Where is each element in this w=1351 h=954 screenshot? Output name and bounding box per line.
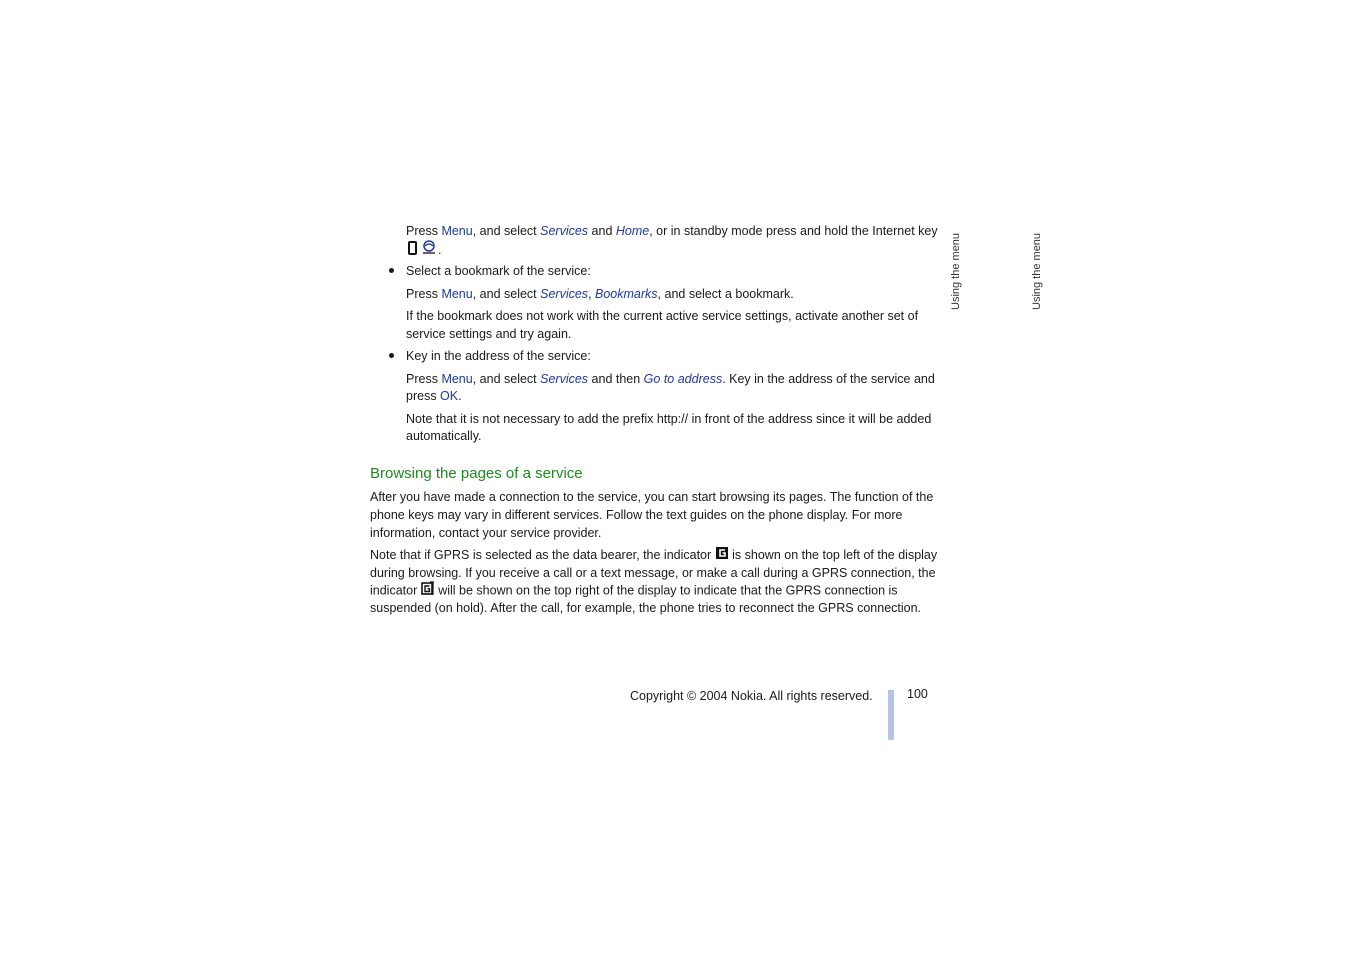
address-note-line-1: Note that it is not necessary to add the prefix http:// in front of the address since it will be added: [406, 412, 932, 426]
bookmark-note-line-2: service settings and try again.: [406, 327, 572, 341]
page-number: 100: [907, 687, 928, 701]
menu-keyword: Menu: [441, 372, 473, 386]
bullet-dot: [389, 353, 394, 358]
services-keyword: Services: [540, 372, 589, 386]
address-note-line-2: automatically.: [406, 429, 482, 443]
gprs-icon: [715, 546, 729, 565]
para2-line-4: suspended (on hold). After the call, for example, the phone tries to reconnect the GPRS connection.: [370, 601, 922, 615]
copyright-notice: Copyright © 2004 Nokia. All rights reserved.: [630, 689, 873, 703]
internet-key-icon: [406, 240, 438, 261]
text: Press: [406, 224, 442, 238]
text: is shown on the top left of the display: [732, 548, 938, 562]
go-to-address-keyword: Go to address: [643, 372, 723, 386]
para1-line-3: information, contact your service provider.: [370, 526, 602, 540]
text: and: [588, 224, 616, 238]
address-instruction-line-1: [406, 370, 935, 388]
bookmarks-keyword: Bookmarks: [595, 287, 658, 301]
home-keyword: Home: [615, 224, 650, 238]
text: press: [406, 389, 441, 403]
services-keyword: Services: [540, 287, 589, 301]
ok-keyword: OK: [440, 389, 459, 403]
text: . Key in the address of the service and: [722, 372, 935, 386]
menu-keyword: Menu: [441, 224, 473, 238]
side-label-chapter: Using the menu: [950, 232, 962, 310]
address-instruction-line-2: [406, 387, 462, 405]
intro-line-1: [406, 222, 938, 240]
bookmark-note-line-1: If the bookmark does not work with the current active service settings, activate another set of: [406, 309, 919, 323]
text: , or in standby mode press and hold the Internet key: [649, 224, 938, 238]
text: will be shown on the top right of the display to indicate that the GPRS connection is: [438, 583, 898, 598]
text: , and select: [472, 372, 541, 386]
bookmark-instruction: [406, 285, 794, 303]
intro-line-2: [406, 240, 441, 261]
text: indicator: [370, 583, 418, 598]
page-marker-bar: [888, 690, 894, 740]
text: , and select: [472, 224, 541, 238]
menu-keyword: Menu: [441, 287, 473, 301]
para2-line-3: [370, 581, 898, 601]
text: and then: [588, 372, 644, 386]
services-keyword: Services: [540, 224, 589, 238]
bookmark-bullet: Select a bookmark of the service:: [406, 264, 591, 278]
text: Press: [406, 287, 442, 301]
text: .: [438, 242, 442, 257]
text: Note that if GPRS is selected as the data bearer, the indicator: [370, 548, 712, 562]
para1-line-1: After you have made a connection to the service, you can start browsing its pages. The function of the: [370, 490, 934, 504]
section-heading: Browsing the pages of a service: [370, 465, 583, 482]
text: , and select: [472, 287, 541, 301]
text: , and select a bookmark.: [657, 287, 794, 301]
para2-line-2: during browsing. If you receive a call or a text message, or make a call during a GPRS connection, the: [370, 566, 936, 580]
address-bullet: Key in the address of the service:: [406, 349, 591, 363]
side-label-chapter-outer: Using the menu: [1031, 232, 1043, 310]
bullet-dot: [389, 268, 394, 273]
text: Press: [406, 372, 442, 386]
text: .: [458, 389, 462, 403]
para2-line-1: [370, 546, 937, 565]
para1-line-2: phone keys may vary in different services. Follow the text guides on the phone display. For more: [370, 508, 903, 522]
text: ,: [588, 287, 596, 301]
gprs-suspended-icon: [421, 581, 435, 601]
